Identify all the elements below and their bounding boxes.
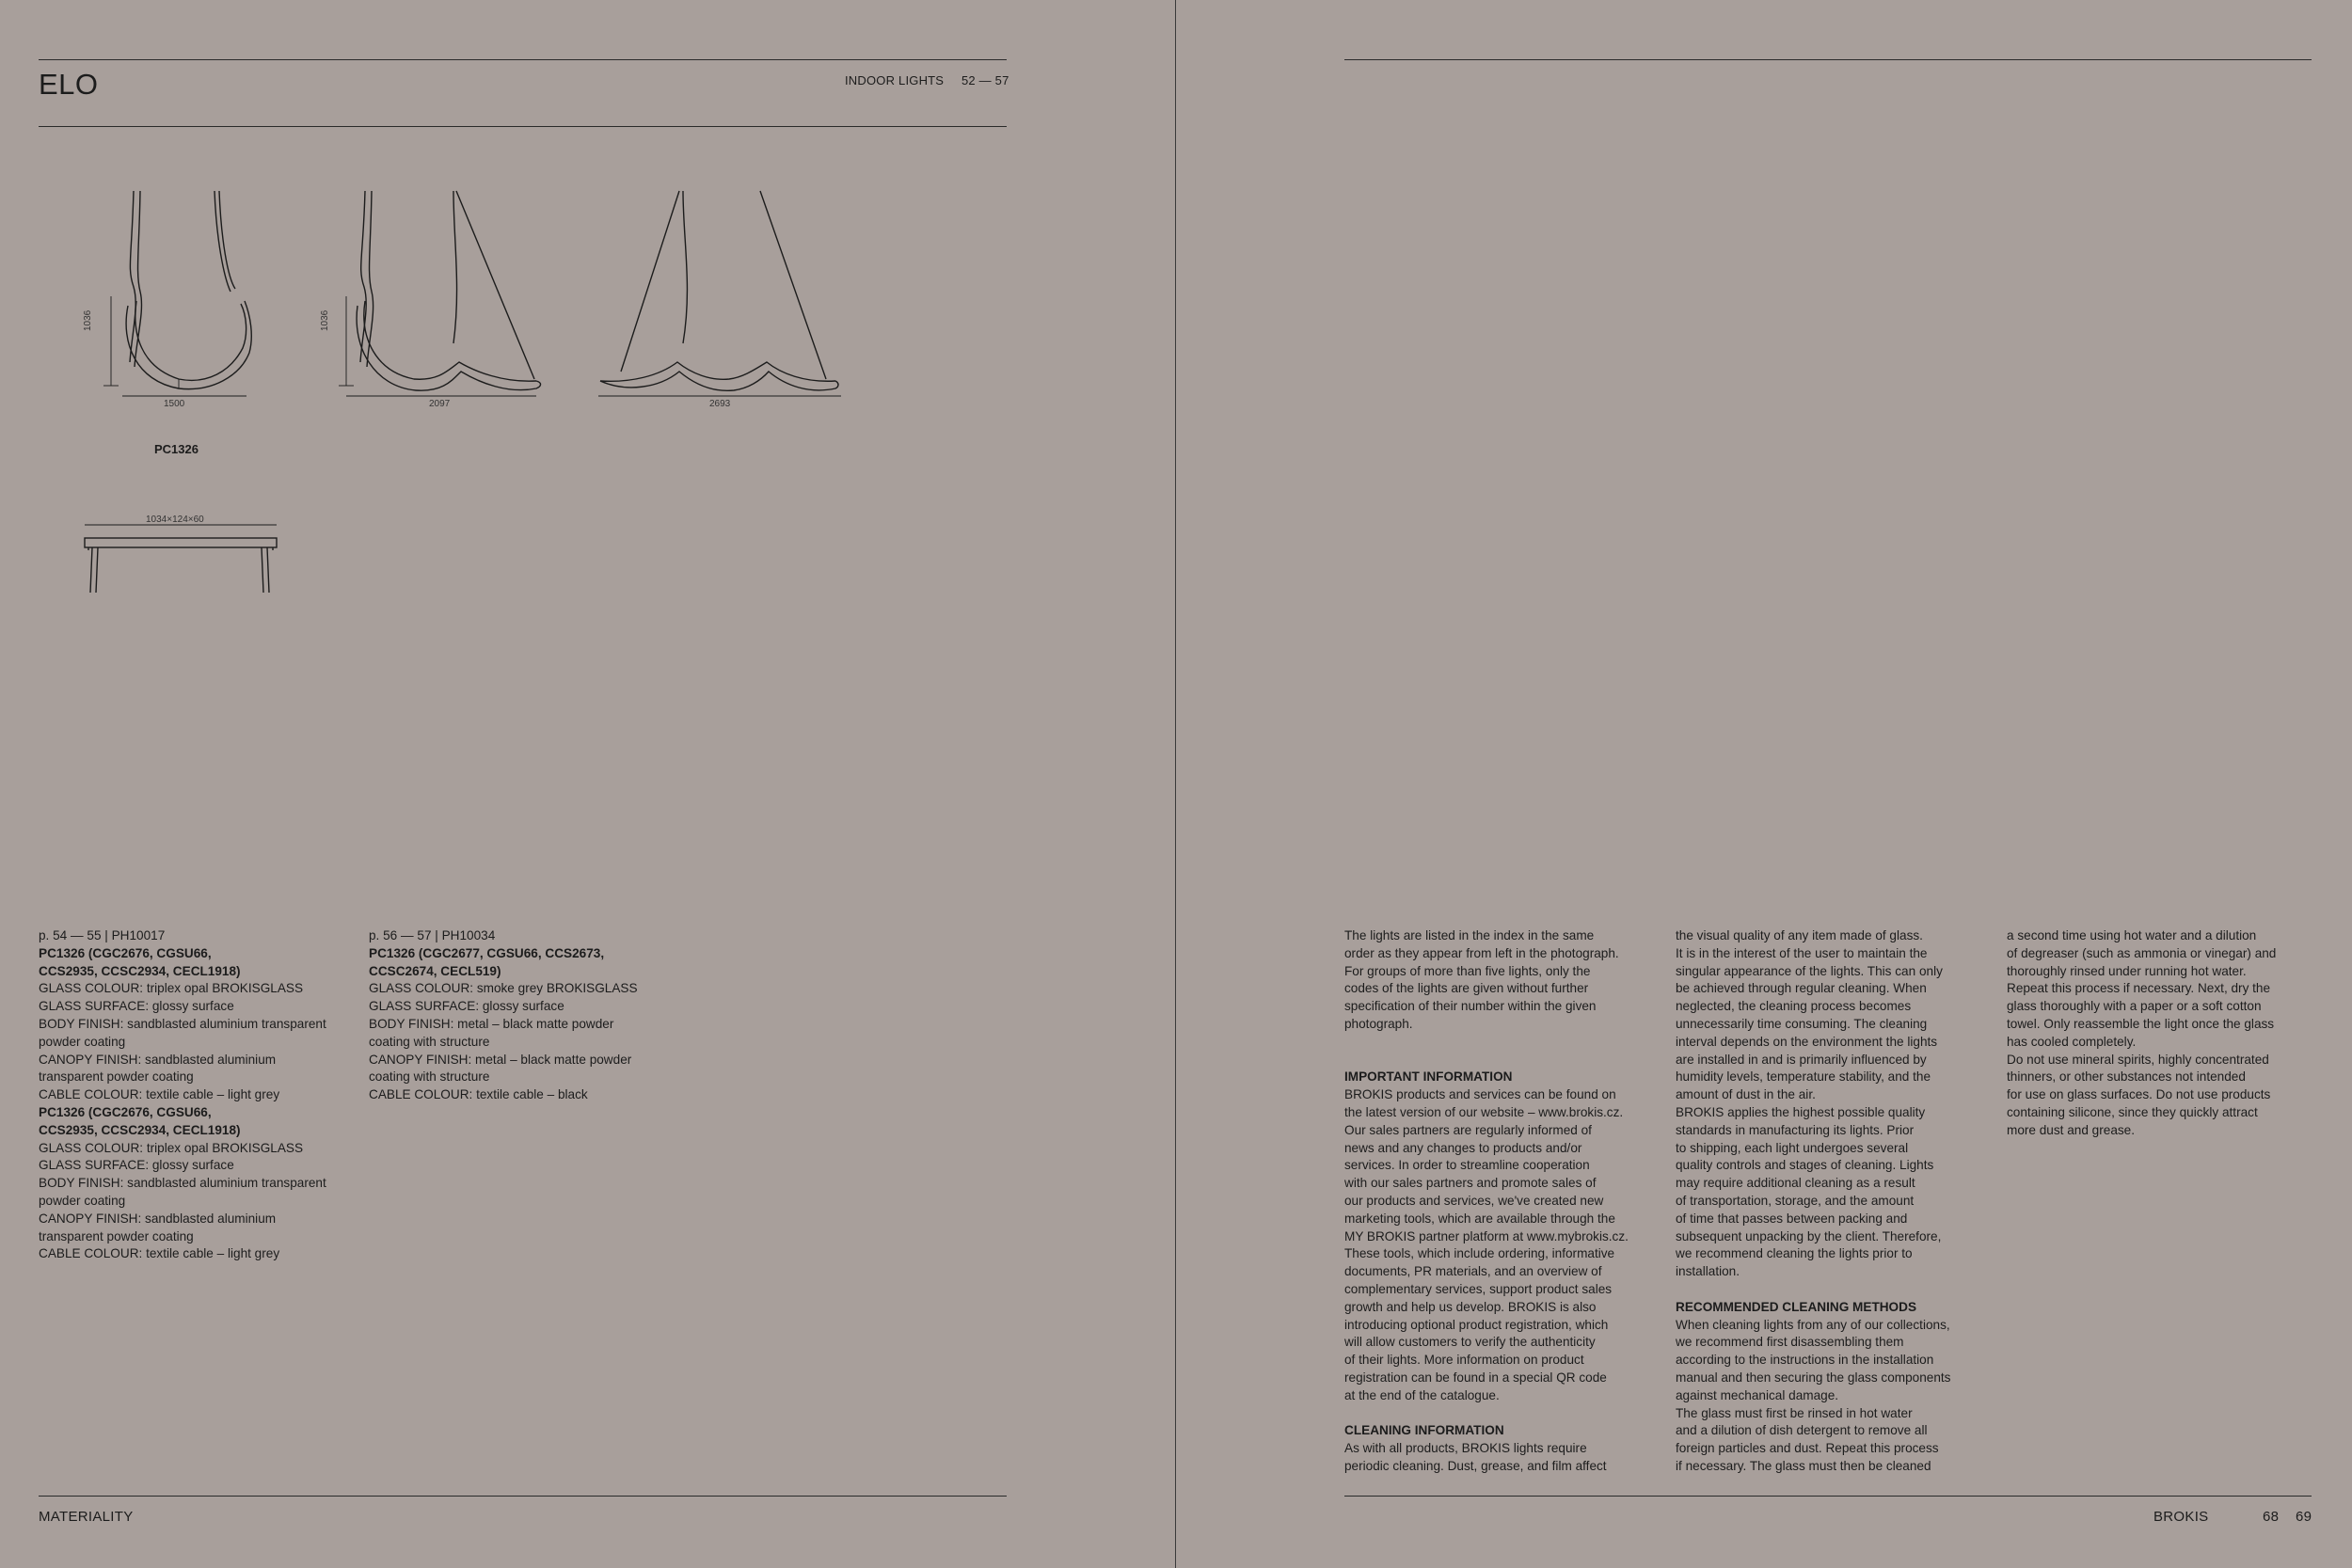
text-line: to shipping, each light undergoes several	[1676, 1140, 1909, 1155]
text-line: humidity levels, temperature stability, and the	[1676, 1069, 1931, 1085]
text-line: we recommend cleaning the lights prior to	[1676, 1246, 1913, 1261]
drawing-3-width: 2693	[709, 399, 731, 409]
text-line: thinners, or other substances not intended	[2007, 1069, 2246, 1085]
footer-section-label: MATERIALITY	[39, 1509, 134, 1525]
text-line: manual and then securing the glass components	[1676, 1370, 1951, 1385]
text-line: The lights are listed in the index in the same	[1344, 928, 1595, 942]
info-column-3	[2007, 927, 2276, 1140]
text-heading-line: CLEANING INFORMATION	[1344, 1423, 1504, 1438]
header-rule-bottom	[39, 126, 1007, 127]
text-line: may require additional cleaning as a result	[1676, 1176, 1915, 1191]
text-line: CABLE COLOUR: textile cable – light grey	[39, 1087, 280, 1102]
text-line: will allow customers to verify the authenticity	[1344, 1335, 1596, 1350]
text-line: specification of their number within the given	[1344, 999, 1597, 1014]
text-line: with our sales partners and promote sales of	[1344, 1176, 1597, 1191]
text-line: are installed in and is primarily influenced by	[1676, 1052, 1927, 1067]
text-line: of transportation, storage, and the amount	[1676, 1193, 1915, 1208]
page-range: 52 — 57	[961, 73, 1009, 87]
text-line: powder coating	[39, 1193, 126, 1208]
text-heading-line: IMPORTANT INFORMATION	[1344, 1069, 1513, 1085]
text-line: services. In order to streamline cooperation	[1344, 1158, 1590, 1173]
drawing-1-width: 1500	[164, 399, 185, 409]
text-line: towel. Only reassemble the light once the glass	[2007, 1016, 2275, 1031]
text-line: growth and help us develop. BROKIS is also	[1344, 1299, 1597, 1314]
text-line: glass thoroughly with a paper or a soft cotton	[2007, 999, 2262, 1014]
text-line	[1344, 1052, 1629, 1069]
text-line: marketing tools, which are available through the	[1344, 1211, 1615, 1226]
drawing-2-width: 2097	[429, 399, 451, 409]
text-line: It is in the interest of the user to maintain the	[1676, 945, 1928, 960]
text-line: powder coating	[39, 1034, 126, 1049]
footer-brand: BROKIS	[2153, 1509, 2209, 1525]
text-line: quality controls and stages of cleaning. Lights	[1676, 1158, 1934, 1173]
text-line: standards in manufacturing its lights. Prior	[1676, 1122, 1915, 1137]
text-line: a second time using hot water and a dilution	[2007, 928, 2257, 942]
text-line	[1344, 1034, 1629, 1052]
text-line: periodic cleaning. Dust, grease, and film affect	[1344, 1458, 1607, 1473]
header-rule-top	[39, 59, 1007, 60]
elo-drawing-1	[75, 183, 263, 414]
text-line: GLASS COLOUR: triplex opal BROKISGLASS	[39, 1140, 304, 1155]
section-label: INDOOR LIGHTS	[845, 73, 945, 87]
text-heading-line: CCS2935, CCSC2934, CECL1918)	[39, 963, 241, 978]
text-line: introducing optional product registration, which	[1344, 1317, 1609, 1332]
text-line: containing silicone, since they quickly attract	[2007, 1104, 2258, 1119]
text-line: the visual quality of any item made of glass.	[1676, 928, 1923, 942]
text-line: transparent powder coating	[39, 1228, 194, 1243]
page-spine	[1175, 0, 1176, 1568]
text-line: news and any changes to products and/or	[1344, 1140, 1582, 1155]
text-line: CABLE COLOUR: textile cable – black	[369, 1087, 588, 1102]
drawing-1-height: 1036	[83, 309, 93, 331]
text-line: BROKIS applies the highest possible quality	[1676, 1104, 1926, 1119]
text-line: The glass must first be rinsed in hot water	[1676, 1405, 1913, 1420]
text-line: p. 56 — 57 | PH10034	[369, 928, 496, 942]
text-line: CANOPY FINISH: sandblasted aluminium	[39, 1052, 277, 1067]
text-line: of their lights. More information on product	[1344, 1353, 1584, 1368]
text-line: For groups of more than five lights, only the	[1344, 963, 1591, 978]
text-heading-line: RECOMMENDED CLEANING METHODS	[1676, 1299, 1917, 1314]
text-line: coating with structure	[369, 1034, 490, 1049]
text-line: thoroughly rinsed under running hot water.	[2007, 963, 2247, 978]
text-line: Repeat this process if necessary. Next, dry the	[2007, 981, 2271, 996]
text-line: These tools, which include ordering, informative	[1344, 1246, 1615, 1261]
text-heading-line: PC1326 (CGC2676, CGSU66,	[39, 945, 212, 960]
text-line: if necessary. The glass must then be cleaned	[1676, 1458, 1931, 1473]
text-line: CABLE COLOUR: textile cable – light grey	[39, 1246, 280, 1261]
text-line: BROKIS products and services can be found on	[1344, 1087, 1616, 1102]
text-line: foreign particles and dust. Repeat this process	[1676, 1441, 1939, 1456]
product-code: PC1326	[154, 442, 199, 456]
text-line: more dust and grease.	[2007, 1122, 2136, 1137]
text-line: coating with structure	[369, 1069, 490, 1085]
info-column-1	[1344, 927, 1629, 1476]
text-line: codes of the lights are given without further	[1344, 981, 1589, 996]
text-line: has cooled completely.	[2007, 1034, 2137, 1049]
text-line: CANOPY FINISH: metal – black matte powder	[369, 1052, 632, 1067]
text-line: we recommend first disassembling them	[1676, 1335, 1904, 1350]
text-line: photograph.	[1344, 1016, 1413, 1031]
elo-drawing-3	[593, 183, 856, 414]
text-line: BODY FINISH: sandblasted aluminium transparent	[39, 1016, 326, 1031]
text-line: GLASS COLOUR: smoke grey BROKISGLASS	[369, 981, 638, 996]
text-heading-line: CCS2935, CCSC2934, CECL1918)	[39, 1122, 241, 1137]
text-line: GLASS SURFACE: glossy surface	[369, 999, 564, 1014]
footer-rule-right	[1344, 1496, 2312, 1497]
text-line: be achieved through regular cleaning. When	[1676, 981, 1927, 996]
spec-column-1	[39, 927, 326, 1263]
text-line: according to the instructions in the installation	[1676, 1353, 1934, 1368]
text-line: When cleaning lights from any of our collections,	[1676, 1317, 1950, 1332]
elo-drawing-2	[310, 183, 555, 414]
text-line: of degreaser (such as ammonia or vinegar) and	[2007, 945, 2277, 960]
text-line: installation.	[1676, 1264, 1740, 1279]
text-line: BODY FINISH: metal – black matte powder	[369, 1016, 614, 1031]
text-line: against mechanical damage.	[1676, 1387, 1839, 1402]
text-line: the latest version of our website – www.brokis.cz.	[1344, 1104, 1624, 1119]
text-line: As with all products, BROKIS lights require	[1344, 1441, 1587, 1456]
text-heading-line: PC1326 (CGC2677, CGSU66, CCS2673,	[369, 945, 605, 960]
text-line: GLASS COLOUR: triplex opal BROKISGLASS	[39, 981, 304, 996]
text-line: order as they appear from left in the photograph.	[1344, 945, 1619, 960]
text-line: complementary services, support product sales	[1344, 1281, 1613, 1296]
text-line: CANOPY FINISH: sandblasted aluminium	[39, 1211, 277, 1226]
text-line: Our sales partners are regularly informed of	[1344, 1122, 1592, 1137]
page-number-right: 69	[2296, 1509, 2312, 1525]
drawing-2-height: 1036	[320, 309, 330, 331]
header-rule-right	[1344, 59, 2312, 60]
footer-rule-left	[39, 1496, 1007, 1497]
text-line: and a dilution of dish detergent to remove all	[1676, 1423, 1928, 1438]
text-line: GLASS SURFACE: glossy surface	[39, 1158, 234, 1173]
canopy-dims: 1034×124×60	[146, 515, 204, 525]
text-line: interval depends on the environment the lights	[1676, 1034, 1938, 1049]
text-line: for use on glass surfaces. Do not use products	[2007, 1087, 2271, 1102]
info-column-2	[1676, 927, 1950, 1476]
text-line: registration can be found in a special QR code	[1344, 1370, 1607, 1385]
text-line: Do not use mineral spirits, highly concentrated	[2007, 1052, 2269, 1067]
page-number-left: 68	[2263, 1509, 2280, 1525]
text-line: transparent powder coating	[39, 1069, 194, 1085]
text-line: neglected, the cleaning process becomes	[1676, 999, 1912, 1014]
text-line: unnecessarily time consuming. The cleaning	[1676, 1016, 1928, 1031]
text-heading-line: CCSC2674, CECL519)	[369, 963, 501, 978]
text-line: subsequent unpacking by the client. Therefore,	[1676, 1228, 1942, 1243]
text-line: BODY FINISH: sandblasted aluminium transparent	[39, 1176, 326, 1191]
text-line	[1676, 1281, 1950, 1299]
text-line: p. 54 — 55 | PH10017	[39, 928, 166, 942]
text-line: at the end of the catalogue.	[1344, 1387, 1500, 1402]
text-line: documents, PR materials, and an overview of	[1344, 1264, 1602, 1279]
text-line: GLASS SURFACE: glossy surface	[39, 999, 234, 1014]
canopy-drawing	[79, 522, 286, 597]
text-line: our products and services, we've created new	[1344, 1193, 1604, 1208]
spec-column-2	[369, 927, 638, 1104]
text-heading-line: PC1326 (CGC2676, CGSU66,	[39, 1104, 212, 1119]
text-line	[1344, 1405, 1629, 1423]
text-line: MY BROKIS partner platform at www.mybrokis.cz.	[1344, 1228, 1629, 1243]
text-line: amount of dust in the air.	[1676, 1087, 1816, 1102]
text-line: singular appearance of the lights. This can only	[1676, 963, 1943, 978]
text-line: of time that passes between packing and	[1676, 1211, 1908, 1226]
page-title: ELO	[39, 68, 99, 101]
